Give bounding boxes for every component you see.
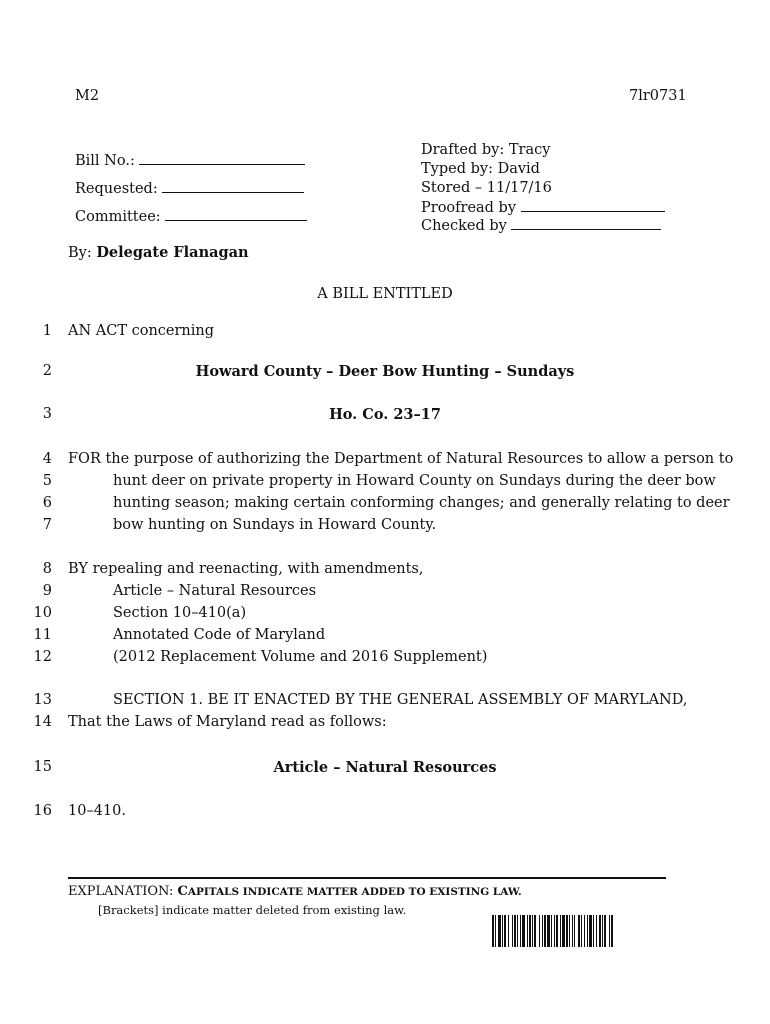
line-number: 12 bbox=[33, 649, 52, 665]
barcode-bar bbox=[596, 915, 597, 947]
barcode-bar bbox=[611, 915, 613, 947]
barcode-bar bbox=[569, 915, 570, 947]
barcode-bar bbox=[593, 915, 594, 947]
committee-field bbox=[75, 208, 307, 225]
sponsor-prefix: By: bbox=[68, 245, 92, 261]
typed-by: Typed by: David bbox=[421, 161, 540, 177]
line-text: Annotated Code of Maryland bbox=[113, 627, 326, 643]
barcode-bar bbox=[517, 915, 518, 947]
checked-blank bbox=[511, 217, 661, 230]
line-number: 10 bbox=[33, 605, 52, 621]
line-number: 15 bbox=[33, 759, 52, 775]
barcode-bar bbox=[551, 915, 552, 947]
explanation-line bbox=[68, 884, 522, 899]
line-number: 2 bbox=[42, 363, 52, 379]
barcode-bar bbox=[602, 915, 603, 947]
barcode-bar bbox=[508, 915, 509, 947]
section-number: 10–410. bbox=[68, 803, 126, 819]
barcode-bar bbox=[520, 915, 521, 947]
barcode-bar bbox=[534, 915, 536, 947]
barcode-image bbox=[492, 915, 678, 947]
barcode-bar bbox=[574, 915, 575, 947]
barcode-bar bbox=[502, 915, 503, 947]
barcode-bar bbox=[562, 915, 565, 947]
proofread-blank bbox=[521, 199, 665, 212]
committee-blank bbox=[165, 208, 307, 221]
barcode-bar bbox=[542, 915, 543, 947]
barcode-bar bbox=[556, 915, 558, 947]
barcode-bar bbox=[599, 915, 601, 947]
line-number: 8 bbox=[42, 561, 52, 577]
barcode-bar bbox=[560, 915, 561, 947]
line-number: 6 bbox=[42, 495, 52, 511]
explanation-label: EXPLANATION: bbox=[68, 884, 174, 899]
barcode-bar bbox=[604, 915, 606, 947]
line-number: 7 bbox=[42, 517, 52, 533]
line-number: 4 bbox=[42, 451, 52, 467]
line-text: Article – Natural Resources bbox=[113, 583, 317, 599]
committee-label: Committee: bbox=[75, 209, 161, 225]
line-text: (2012 Replacement Volume and 2016 Supplement) bbox=[113, 649, 488, 665]
barcode-bar bbox=[578, 915, 580, 947]
line-text: FOR the purpose of authorizing the Department of Natural Resources to allow a person to bbox=[68, 451, 734, 467]
bill-no-field bbox=[75, 152, 305, 169]
line-text: Section 10–410(a) bbox=[113, 605, 247, 621]
line-number: 11 bbox=[33, 627, 52, 643]
article-heading: Article – Natural Resources bbox=[273, 759, 497, 776]
barcode-bar bbox=[584, 915, 585, 947]
barcode-bar bbox=[609, 915, 610, 947]
line-number: 13 bbox=[33, 692, 52, 708]
barcode-bar bbox=[589, 915, 592, 947]
requested-field bbox=[75, 180, 304, 197]
proofread-field bbox=[421, 199, 665, 216]
line-number: 14 bbox=[33, 714, 52, 730]
barcode-bar bbox=[587, 915, 588, 947]
line-text: That the Laws of Maryland read as follows: bbox=[68, 714, 387, 730]
barcode-bar bbox=[547, 915, 550, 947]
barcode-bar bbox=[495, 915, 496, 947]
line-text: hunt deer on private property in Howard County on Sundays during the deer bow bbox=[113, 473, 716, 489]
barcode-bar bbox=[572, 915, 573, 947]
barcode-bar bbox=[522, 915, 525, 947]
barcode-bar bbox=[527, 915, 528, 947]
barcode-bar bbox=[514, 915, 516, 947]
proofread-label: Proofread by bbox=[421, 200, 517, 216]
barcode-bar bbox=[492, 915, 494, 947]
line-number: 1 bbox=[42, 323, 52, 339]
brackets-explanation: [Brackets] indicate matter deleted from existing law. bbox=[98, 903, 407, 917]
bill-no-label: Bill No.: bbox=[75, 153, 135, 169]
barcode-bar bbox=[566, 915, 568, 947]
barcode-bar bbox=[581, 915, 582, 947]
barcode-bar bbox=[554, 915, 555, 947]
caps-explanation: APITALS INDICATE MATTER ADDED TO EXISTING LAW. bbox=[187, 886, 522, 898]
barcode-bar bbox=[498, 915, 501, 947]
bill-draft-number: 7lr0731 bbox=[629, 88, 687, 104]
line-number: 9 bbox=[42, 583, 52, 599]
drafted-by: Drafted by: Tracy bbox=[421, 142, 551, 158]
line-number: 3 bbox=[42, 406, 52, 422]
barcode-bar bbox=[532, 915, 533, 947]
bill-no-blank bbox=[139, 152, 305, 165]
sponsor-line bbox=[68, 244, 249, 261]
bill-entitled-heading: A BILL ENTITLED bbox=[317, 286, 453, 302]
line-number: 16 bbox=[33, 803, 52, 819]
barcode-bar bbox=[539, 915, 540, 947]
caps-first-letter: C bbox=[177, 884, 188, 899]
line-text: BY repealing and reenacting, with amendments, bbox=[68, 561, 424, 577]
bill-reference: Ho. Co. 23–17 bbox=[329, 406, 441, 423]
requested-blank bbox=[162, 180, 304, 193]
barcode-bar bbox=[512, 915, 513, 947]
line-number: 5 bbox=[42, 473, 52, 489]
requested-label: Requested: bbox=[75, 181, 158, 197]
bill-title: Howard County – Deer Bow Hunting – Sundays bbox=[195, 363, 575, 380]
line-text: AN ACT concerning bbox=[68, 323, 215, 339]
stored-date: Stored – 11/17/16 bbox=[421, 180, 552, 196]
barcode-bar bbox=[529, 915, 531, 947]
sponsor-name: Delegate Flanagan bbox=[96, 244, 249, 261]
barcode-bar bbox=[504, 915, 506, 947]
line-text: SECTION 1. BE IT ENACTED BY THE GENERAL ASSEMBLY OF MARYLAND, bbox=[113, 692, 688, 708]
checked-label: Checked by bbox=[421, 218, 507, 234]
footer-rule bbox=[68, 877, 666, 879]
document-code: M2 bbox=[75, 88, 100, 104]
checked-field bbox=[421, 217, 661, 234]
barcode-bar bbox=[544, 915, 546, 947]
line-text: bow hunting on Sundays in Howard County. bbox=[113, 517, 437, 533]
line-text: hunting season; making certain conforming changes; and generally relating to deer bbox=[113, 495, 730, 511]
